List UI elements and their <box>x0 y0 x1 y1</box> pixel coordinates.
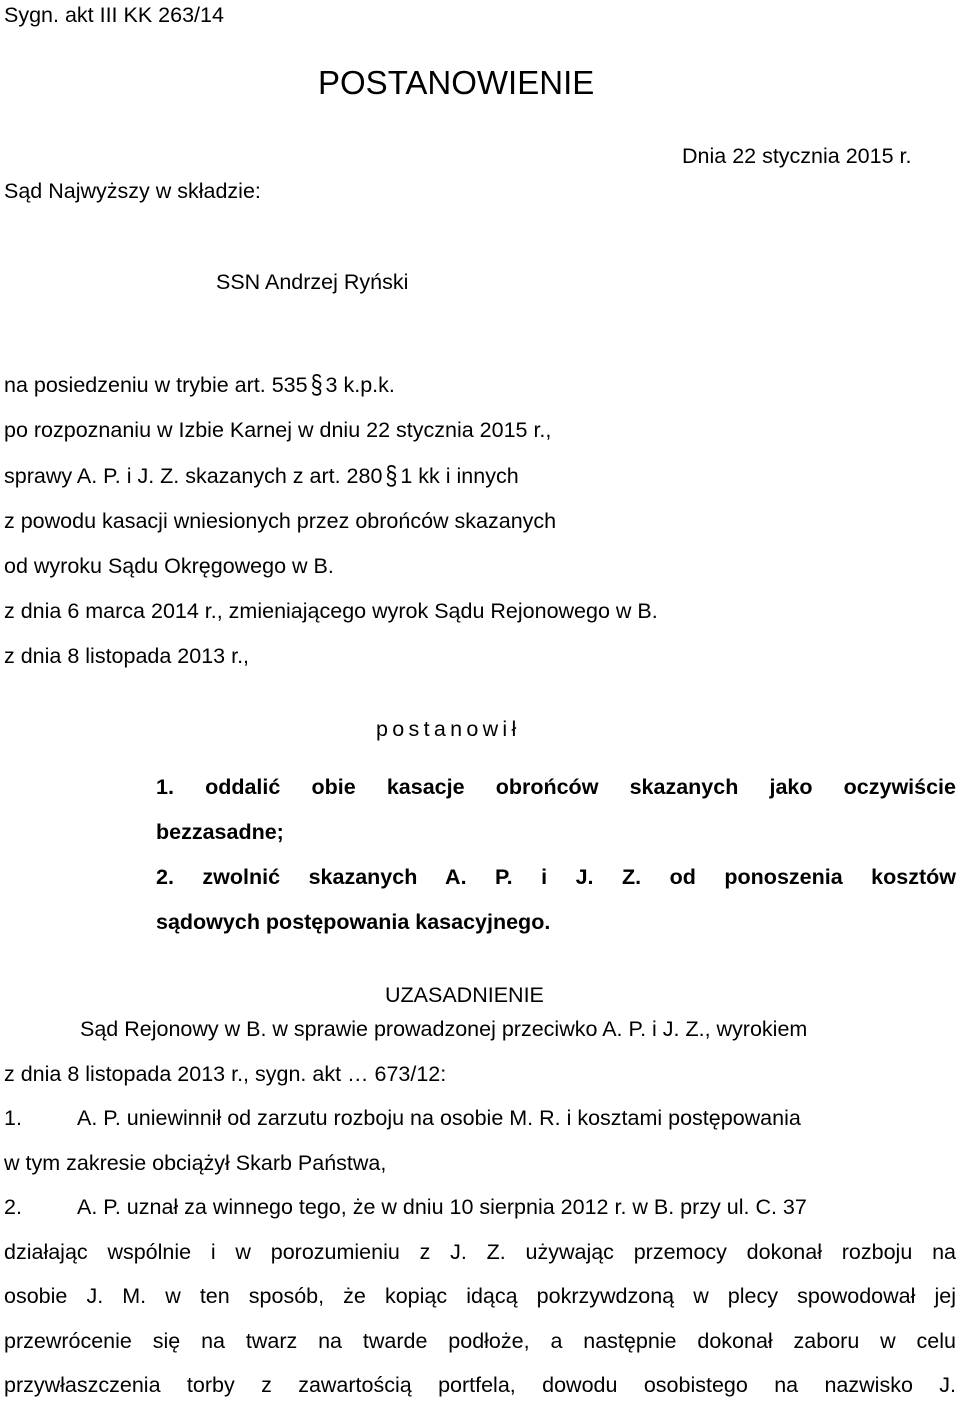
intro-line-4: z powodu kasacji wniesionych przez obrońców skazanych <box>4 509 557 533</box>
intro-line-1-text-a: na posiedzeniu w trybie art. 535 <box>4 373 308 397</box>
decision-heading: postanowił <box>376 717 521 741</box>
document-date: Dnia 22 stycznia 2015 r. <box>682 144 912 168</box>
justification-p1-line-2: z dnia 8 listopada 2013 r., sygn. akt … 673/12: <box>4 1062 447 1086</box>
case-signature: Sygn. akt III KK 263/14 <box>4 3 224 27</box>
intro-line-5: od wyroku Sądu Okręgowego w B. <box>4 554 334 578</box>
intro-line-7: z dnia 8 listopada 2013 r., <box>4 644 250 668</box>
intro-line-1-text-b: 3 k.p.k. <box>325 373 395 397</box>
section-symbol: § <box>385 460 398 491</box>
justification-p2-line-2: w tym zakresie obciążył Skarb Państwa, <box>4 1151 387 1175</box>
court-composition-label: Sąd Najwyższy w składzie: <box>4 179 261 203</box>
justification-p1-line-1: Sąd Rejonowy w B. w sprawie prowadzonej przeciwko A. P. i J. Z., wyrokiem <box>80 1017 808 1041</box>
justification-p2-line-1: A. P. uniewinnił od zarzutu rozboju na osobie M. R. i kosztami postępowania <box>77 1106 801 1130</box>
intro-line-3 <box>4 460 519 491</box>
section-symbol: § <box>310 369 323 400</box>
intro-line-1 <box>4 369 395 400</box>
justification-p2-num: 1. <box>4 1106 22 1130</box>
justification-p3-line-5: przywłaszczenia torby z zawartością portfela, dowodu osobistego na nazwisko J. <box>4 1373 956 1397</box>
justification-p3-num: 2. <box>4 1195 22 1219</box>
intro-line-3-text-b: 1 kk i innych <box>400 464 519 488</box>
decision-item-1-line-1: 1. oddalić obie kasacje obrońców skazanych jako oczywiście <box>156 775 956 799</box>
justification-p3-line-4: przewrócenie się na twarz na twarde podłoże, a następnie dokonał zaboru w celu <box>4 1329 956 1353</box>
justification-p3-line-1: A. P. uznał za winnego tego, że w dniu 10 sierpnia 2012 r. w B. przy ul. C. 37 <box>77 1195 807 1219</box>
decision-item-1-line-2: bezzasadne; <box>156 820 284 844</box>
judge-name: SSN Andrzej Ryński <box>216 270 409 294</box>
document-title: POSTANOWIENIE <box>318 64 595 101</box>
intro-line-6: z dnia 6 marca 2014 r., zmieniającego wyrok Sądu Rejonowego w B. <box>4 599 658 623</box>
decision-item-2-line-2: sądowych postępowania kasacyjnego. <box>156 910 551 934</box>
decision-item-2-line-1: 2. zwolnić skazanych A. P. i J. Z. od ponoszenia kosztów <box>156 865 956 889</box>
justification-p3-line-3: osobie J. M. w ten sposób, że kopiąc idącą pokrzywdzoną w plecy spowodował jej <box>4 1284 956 1308</box>
justification-p3-line-2: działając wspólnie i w porozumieniu z J. Z. używając przemocy dokonał rozboju na <box>4 1240 956 1264</box>
intro-line-3-text-a: sprawy A. P. i J. Z. skazanych z art. 280 <box>4 464 383 488</box>
intro-line-2: po rozpoznaniu w Izbie Karnej w dniu 22 stycznia 2015 r., <box>4 418 552 442</box>
justification-heading: UZASADNIENIE <box>385 983 544 1007</box>
